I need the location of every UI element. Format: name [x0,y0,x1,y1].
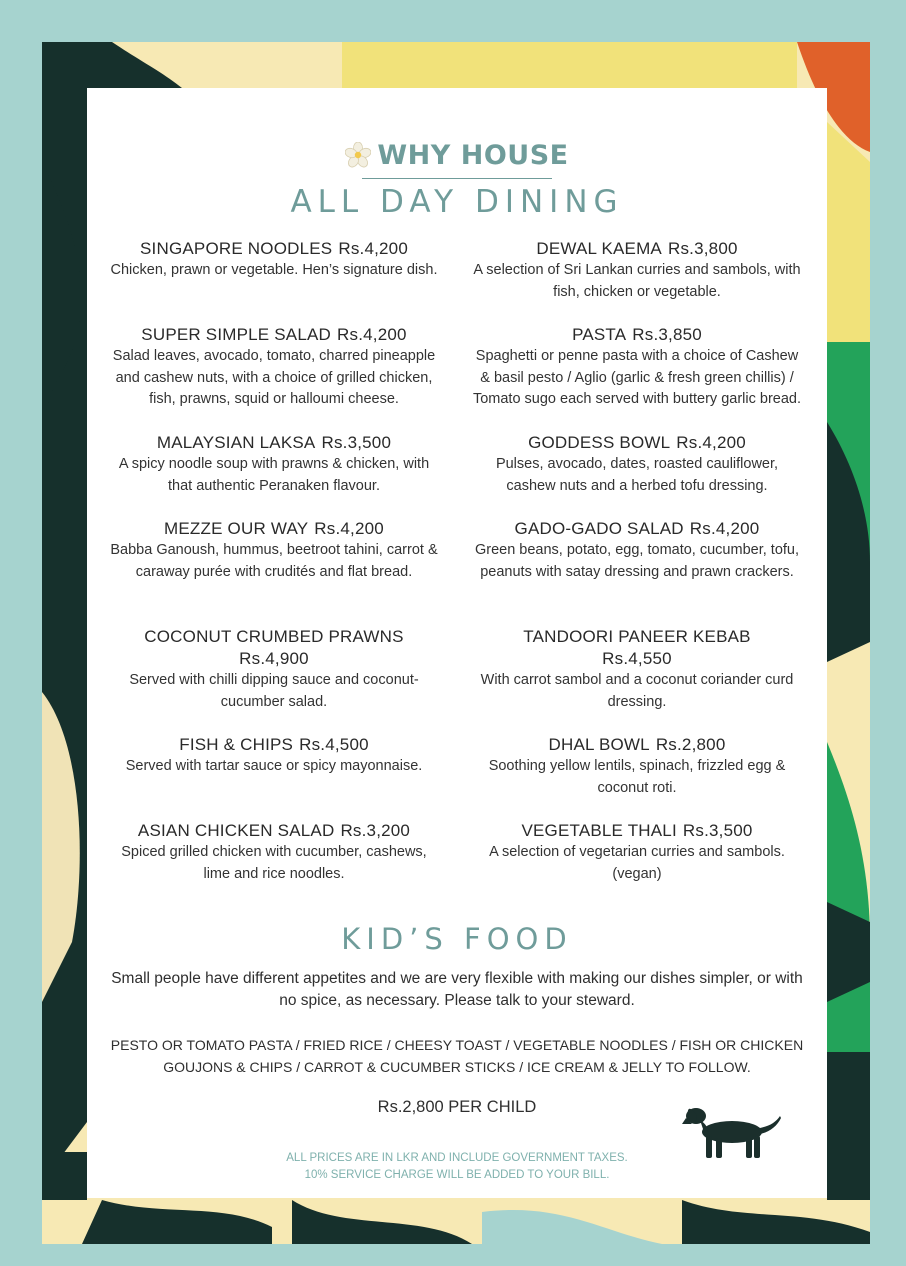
item-title [109,518,439,540]
item-description: Babba Ganoush, hummus, beetroot tahini, carrot & caraway purée with crudités and flat bread. [110,542,438,580]
pricing-footer [87,1150,827,1184]
item-name: GADO-GADO SALAD [514,519,684,538]
item-price: Rs.4,500 [299,735,369,754]
item-price: Rs.4,200 [314,519,384,538]
item-name: MEZZE OUR WAY [164,519,309,538]
menu-item [472,432,802,518]
item-price: Rs.3,500 [682,821,753,840]
item-description: Served with tartar sauce or spicy mayonnaise. [125,758,423,774]
item-price: Rs.4,550 [602,649,672,668]
item-description: Spiced grilled chicken with cucumber, cashews, lime and rice noodles. [121,844,427,882]
item-name: MALAYSIAN LAKSA [156,433,316,452]
item-price: Rs.4,200 [676,433,746,452]
item-name: GODDESS BOWL [528,433,671,452]
item-price: Rs.4,200 [689,519,760,538]
menu-item [109,238,439,324]
menu-item [109,626,439,734]
menu-column-left [109,238,439,906]
item-price: Rs.3,850 [632,325,702,344]
item-price: Rs.4,200 [338,239,408,258]
menu-item [109,324,439,432]
item-description: Green beans, potato, egg, tomato, cucumber, tofu, peanuts with satay dressing and prawn crackers. [474,542,800,580]
item-description: Chicken, prawn or vegetable. Hen’s signature dish. [110,262,438,278]
item-name: DEWAL KAEMA [536,239,662,258]
menu-item [472,626,802,734]
section-title-kids-food: KID’S FOOD [341,922,573,956]
item-description: With carrot sambol and a coconut coriander curd dressing. [480,672,794,710]
kids-menu-list: PESTO OR TOMATO PASTA / FRIED RICE / CHEESY TOAST / VEGETABLE NOODLES / FISH OR CHICKEN GOUJONS & CHIPS / CARROT & CUCUMBER STICKS / ICE CREAM & JELLY TO FOLLOW. [110,1037,804,1075]
brand-divider [362,178,552,179]
brand-logo [87,140,827,175]
item-description: Pulses, avocado, dates, roasted cauliflower, cashew nuts and a herbed tofu dressing. [495,456,779,494]
item-title [109,820,439,842]
menu-item [109,518,439,626]
item-description: A selection of Sri Lankan curries and sambols, with fish, chicken or vegetable. [473,262,801,300]
item-name: VEGETABLE THALI [521,821,677,840]
menu-item [472,518,802,626]
item-description: Salad leaves, avocado, tomato, charred pineapple and cashew nuts, with a choice of grilled chicken, fish, prawns, squid or halloumi cheese. [112,348,436,407]
section-title-all-day-dining: ALL DAY DINING [290,184,624,220]
item-name: ASIAN CHICKEN SALAD [137,821,335,840]
menu-item [109,432,439,518]
menu-item [472,820,802,906]
item-description: Spaghetti or penne pasta with a choice of Cashew & basil pesto / Aglio (garlic & fresh green chillis) / Tomato sugo each served with buttery garlic bread. [472,348,802,407]
item-price: Rs.2,800 [655,735,726,754]
item-title [472,432,802,454]
item-price: Rs.4,900 [239,649,309,668]
item-price: Rs.3,200 [340,821,411,840]
item-name: TANDOORI PANEER KEBAB [523,627,751,646]
item-title [472,518,802,540]
menu-item [472,238,802,324]
item-name: COCONUT CRUMBED PRAWNS [144,627,404,646]
item-name: SUPER SIMPLE SALAD [141,325,332,344]
item-title [109,432,439,454]
menu-item [109,820,439,906]
brand-name: WHY HOUSE [377,140,569,171]
menu-card [87,88,827,1198]
footer-service-note: 10% SERVICE CHARGE WILL BE ADDED TO YOUR BILL. [304,1169,610,1181]
item-title [472,324,802,346]
item-title [472,734,802,756]
item-title [472,626,802,670]
item-description: Served with chilli dipping sauce and coconut-cucumber salad. [129,672,419,710]
kids-price: Rs.2,800 PER CHILD [377,1098,537,1116]
footer-tax-note: ALL PRICES ARE IN LKR AND INCLUDE GOVERNMENT TAXES. [286,1152,628,1164]
item-price: Rs.4,200 [337,325,407,344]
frangipani-flower-icon [345,142,371,175]
item-title [472,820,802,842]
item-title [109,238,439,260]
menu-item [472,324,802,432]
menu-item [472,734,802,820]
menu-column-right [472,238,802,906]
menu-item [109,734,439,820]
item-title [109,626,439,670]
item-price: Rs.3,800 [667,239,738,258]
item-title [109,324,439,346]
item-description: A selection of vegetarian curries and sambols. (vegan) [489,844,785,882]
item-price: Rs.3,500 [321,433,392,452]
item-description: A spicy noodle soup with prawns & chicken, with that authentic Peranaken flavour. [118,456,430,494]
kids-intro-text: Small people have different appetites and we are very flexible with making our dishes simpler, or with no spice, as necessary. Please talk to your steward. [111,970,803,1009]
item-name: PASTA [572,325,627,344]
item-name: FISH & CHIPS [179,735,294,754]
item-description: Soothing yellow lentils, spinach, frizzled egg & coconut roti. [488,758,786,796]
item-name: DHAL BOWL [548,735,650,754]
item-title [472,238,802,260]
item-title [109,734,439,756]
item-name: SINGAPORE NOODLES [140,239,333,258]
